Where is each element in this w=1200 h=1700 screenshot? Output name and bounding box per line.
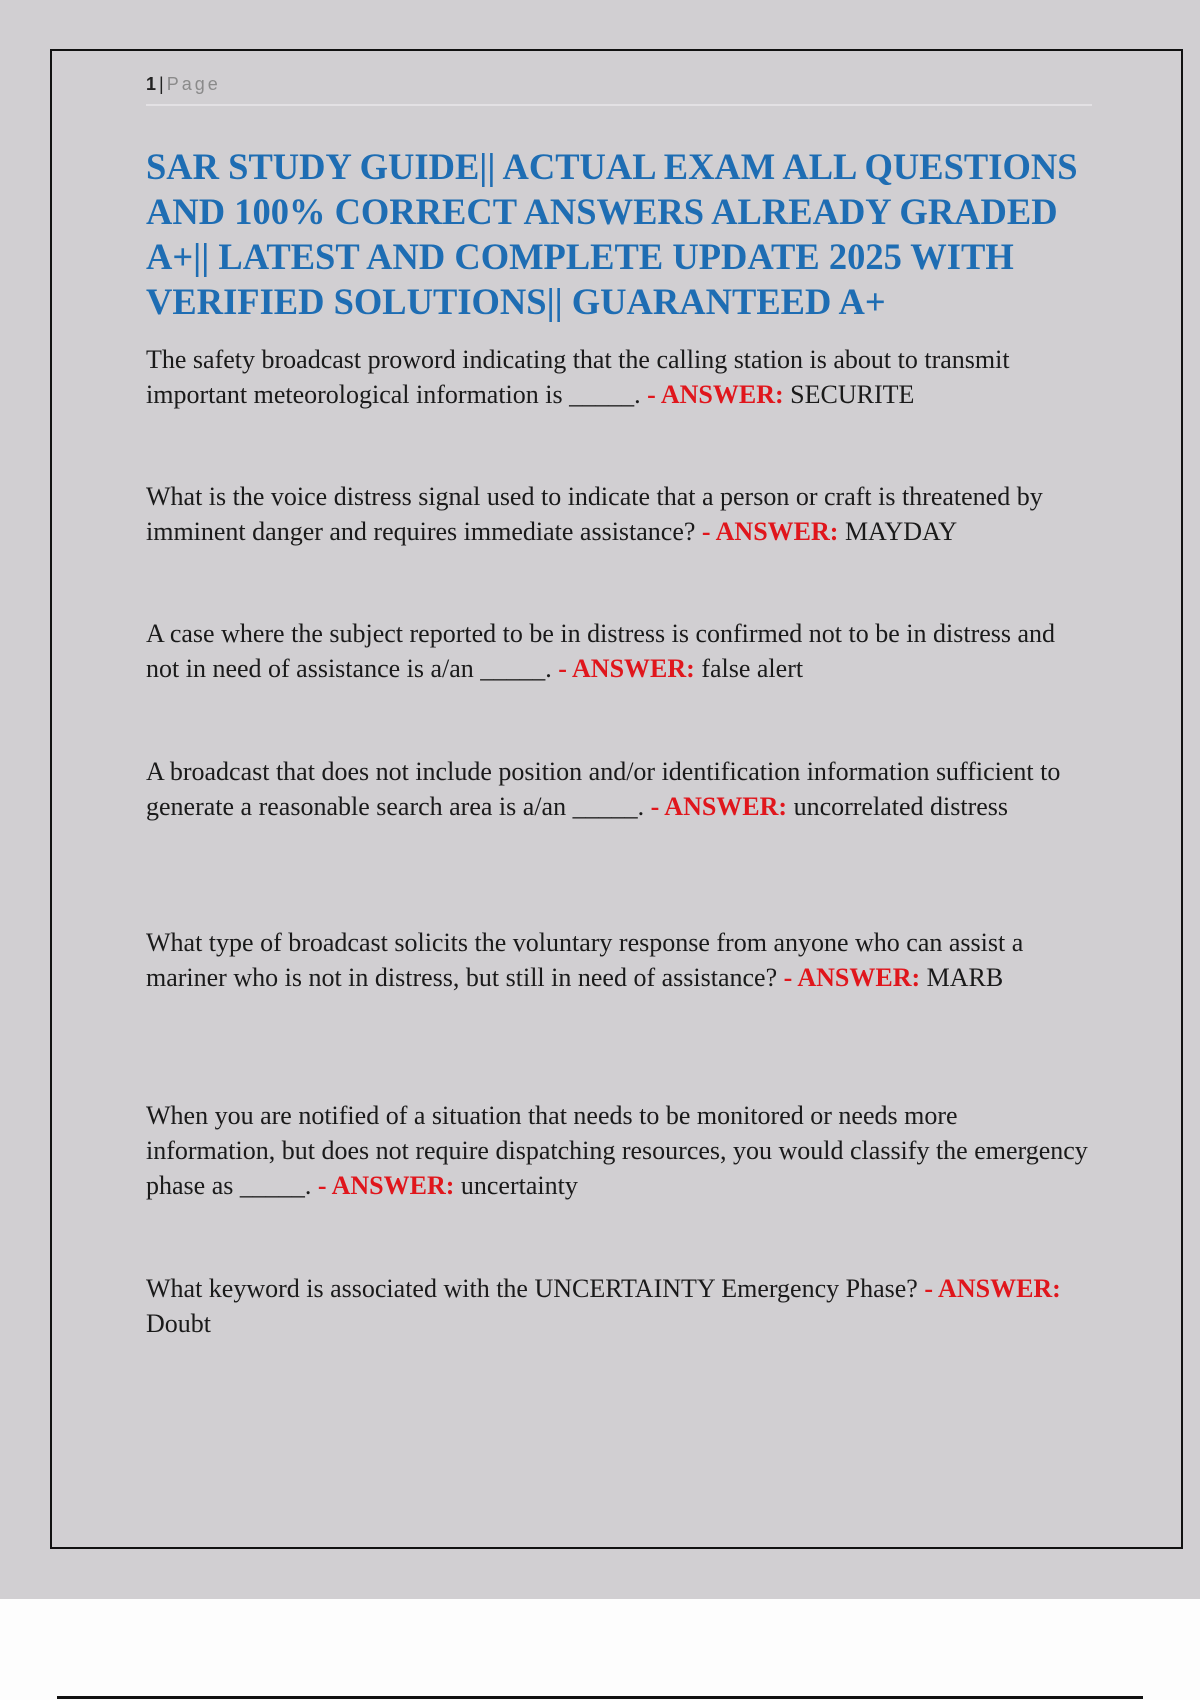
question-item (146, 479, 1091, 549)
answer-text: SECURITE (790, 380, 915, 409)
answer-text: false alert (701, 654, 804, 683)
answer-label: - ANSWER: (317, 1171, 455, 1200)
answer-text: MARB (926, 963, 1004, 992)
question-text: A case where the subject reported to be in distress is confirmed not to be in distress and not in need of assistance is a/an _____. (146, 619, 1056, 683)
page-label: Page (166, 74, 221, 94)
page-header (146, 74, 1092, 106)
answer-text: uncertainty (460, 1171, 578, 1200)
question-text: What keyword is associated with the UNCERTAINTY Emergency Phase? (146, 1274, 918, 1303)
question-item (146, 616, 1091, 686)
answer-label: - ANSWER: (924, 1274, 1061, 1303)
page-separator: | (159, 74, 164, 94)
title-line: SAR STUDY GUIDE|| ACTUAL EXAM ALL QUESTIONS (146, 146, 1078, 187)
question-text: What is the voice distress signal used to indicate that a person or craft is threatened by imminent danger and requires immediate assistance? (146, 482, 1043, 546)
next-page-rule (57, 1696, 1143, 1699)
question-item (146, 342, 1091, 412)
answer-text: Doubt (146, 1309, 211, 1338)
answer-label: - ANSWER: (783, 963, 921, 992)
question-text: A broadcast that does not include position and/or identification information sufficient to generate a reasonable search area is a/an _____. (146, 757, 1061, 821)
title-line: AND 100% CORRECT ANSWERS ALREADY GRADED (146, 191, 1058, 232)
document-title (146, 144, 1106, 324)
title-line: A+|| LATEST AND COMPLETE UPDATE 2025 WITH (146, 236, 1014, 277)
answer-text: MAYDAY (844, 517, 958, 546)
answer-label: - ANSWER: (650, 792, 788, 821)
answer-label: - ANSWER: (558, 654, 695, 683)
question-text: The safety broadcast proword indicating that the calling station is about to transmit important meteorological information is _____. (146, 345, 1010, 409)
answer-label: - ANSWER: (701, 517, 839, 546)
answer-label: - ANSWER: (647, 380, 784, 409)
title-line: VERIFIED SOLUTIONS|| GUARANTEED A+ (146, 281, 886, 322)
page-number: 1 (146, 74, 157, 94)
question-text: What type of broadcast solicits the voluntary response from anyone who can assist a mariner who is not in distress, but still in need of assistance? (146, 928, 1024, 992)
question-text: When you are notified of a situation that needs to be monitored or needs more information, but does not require dispatching resources, you would classify the emergency phase as _____. (146, 1101, 1088, 1200)
question-item (146, 925, 1091, 995)
answer-text: uncorrelated distress (793, 792, 1009, 821)
question-item (146, 1098, 1091, 1203)
question-item (146, 754, 1091, 824)
question-item (146, 1271, 1091, 1341)
